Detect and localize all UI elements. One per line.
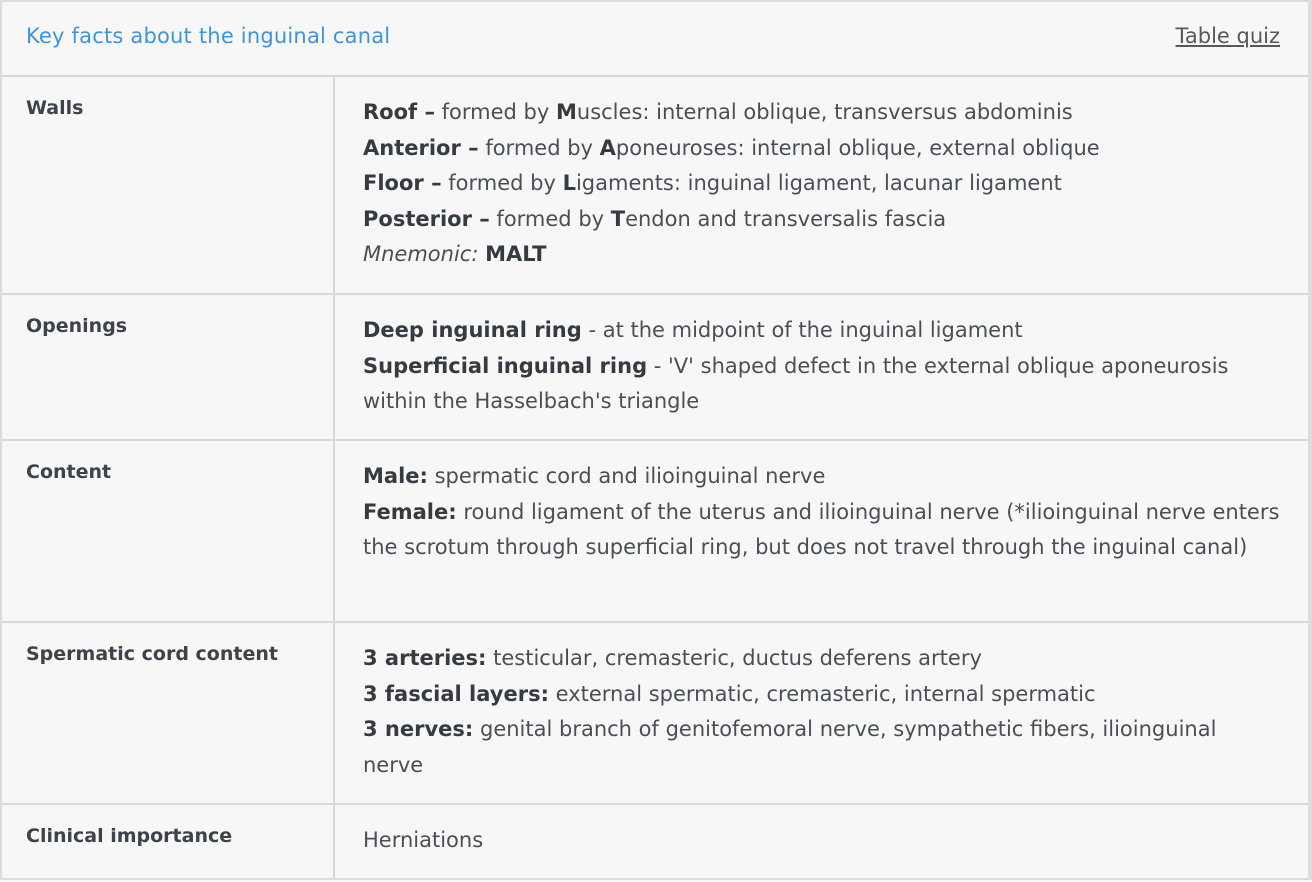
openings-deep-line bbox=[363, 313, 1282, 349]
walls-mnemonic-line bbox=[363, 237, 1282, 273]
content-male-line bbox=[363, 459, 1282, 495]
posterior-pre: formed by bbox=[489, 206, 611, 231]
walls-posterior-line bbox=[363, 202, 1282, 238]
table-row-openings bbox=[2, 295, 1308, 441]
openings-superficial-line bbox=[363, 349, 1282, 420]
deep-ring-term: Deep inguinal ring bbox=[363, 318, 582, 342]
row-label-walls: Walls bbox=[2, 77, 335, 293]
male-term: Male: bbox=[363, 464, 428, 488]
fascial-text: external spermatic, cremasteric, internal spermatic bbox=[548, 681, 1096, 706]
superficial-ring-term: Superficial inguinal ring bbox=[363, 353, 648, 378]
roof-rest: uscles: internal oblique, transversus abdominis bbox=[576, 100, 1073, 124]
table-quiz-link[interactable]: Table quiz bbox=[1175, 24, 1280, 48]
cord-nerves-line bbox=[363, 712, 1282, 783]
row-content-spermatic-cord bbox=[335, 623, 1308, 803]
floor-pre: formed by bbox=[441, 171, 563, 196]
nerves-term: 3 nerves: bbox=[363, 717, 474, 742]
row-label-content: Content bbox=[2, 441, 335, 621]
cord-fascial-line bbox=[363, 677, 1282, 713]
nerves-text: genital branch of genitofemoral nerve, sympathetic fibers, ilioinguinal nerve bbox=[363, 717, 1217, 777]
arteries-text: testicular, cremasteric, ductus deferens artery bbox=[486, 646, 982, 670]
male-text: spermatic cord and ilioinguinal nerve bbox=[427, 464, 826, 488]
row-content-clinical: Herniations bbox=[363, 828, 484, 852]
row-content-walls bbox=[335, 77, 1308, 293]
floor-letter: L bbox=[562, 171, 576, 196]
female-text: round ligament of the uterus and ilioinguinal nerve (*ilioinguinal nerve enters the scrotum through superficial ring, but does not travel through the inguinal canal) bbox=[363, 499, 1280, 560]
roof-pre: formed by bbox=[434, 100, 556, 124]
table-row-spermatic-cord bbox=[2, 623, 1308, 805]
row-label-clinical: Clinical importance bbox=[2, 805, 335, 878]
walls-floor-line bbox=[363, 166, 1282, 202]
superficial-ring-text: - 'V' shaped defect in the external oblique aponeurosis within the Hasselbach's triangle bbox=[363, 353, 1229, 414]
posterior-term: Posterior – bbox=[363, 206, 490, 231]
anterior-letter: A bbox=[599, 135, 616, 160]
walls-anterior-line bbox=[363, 131, 1282, 167]
fascial-term: 3 fascial layers: bbox=[363, 681, 549, 706]
table-header bbox=[2, 2, 1308, 77]
floor-rest: igaments: inguinal ligament, lacunar ligament bbox=[575, 171, 1062, 196]
posterior-rest: endon and transversalis fascia bbox=[625, 206, 947, 231]
anterior-pre: formed by bbox=[478, 135, 600, 160]
mnemonic-label: Mnemonic: bbox=[363, 242, 479, 267]
roof-term: Roof – bbox=[363, 100, 435, 124]
roof-letter: M bbox=[555, 100, 577, 124]
row-label-openings: Openings bbox=[2, 295, 335, 439]
table-title: Key facts about the inguinal canal bbox=[26, 24, 391, 48]
table-row-content bbox=[2, 441, 1308, 623]
female-term: Female: bbox=[363, 499, 457, 524]
table-row-walls bbox=[2, 77, 1308, 295]
anterior-term: Anterior – bbox=[363, 135, 479, 160]
row-label-spermatic-cord: Spermatic cord content bbox=[2, 623, 335, 803]
cord-arteries-line bbox=[363, 641, 1282, 677]
table-row-clinical bbox=[2, 805, 1308, 878]
anterior-rest: poneuroses: internal oblique, external oblique bbox=[615, 135, 1100, 160]
arteries-term: 3 arteries: bbox=[363, 646, 487, 670]
row-content-content bbox=[335, 441, 1308, 621]
content-female-line bbox=[363, 495, 1282, 566]
floor-term: Floor – bbox=[363, 171, 442, 196]
deep-ring-text: - at the midpoint of the inguinal ligament bbox=[581, 318, 1023, 342]
row-content-openings bbox=[335, 295, 1308, 439]
mnemonic-value: MALT bbox=[485, 242, 547, 267]
walls-roof-line bbox=[363, 95, 1282, 131]
posterior-letter: T bbox=[610, 206, 626, 231]
